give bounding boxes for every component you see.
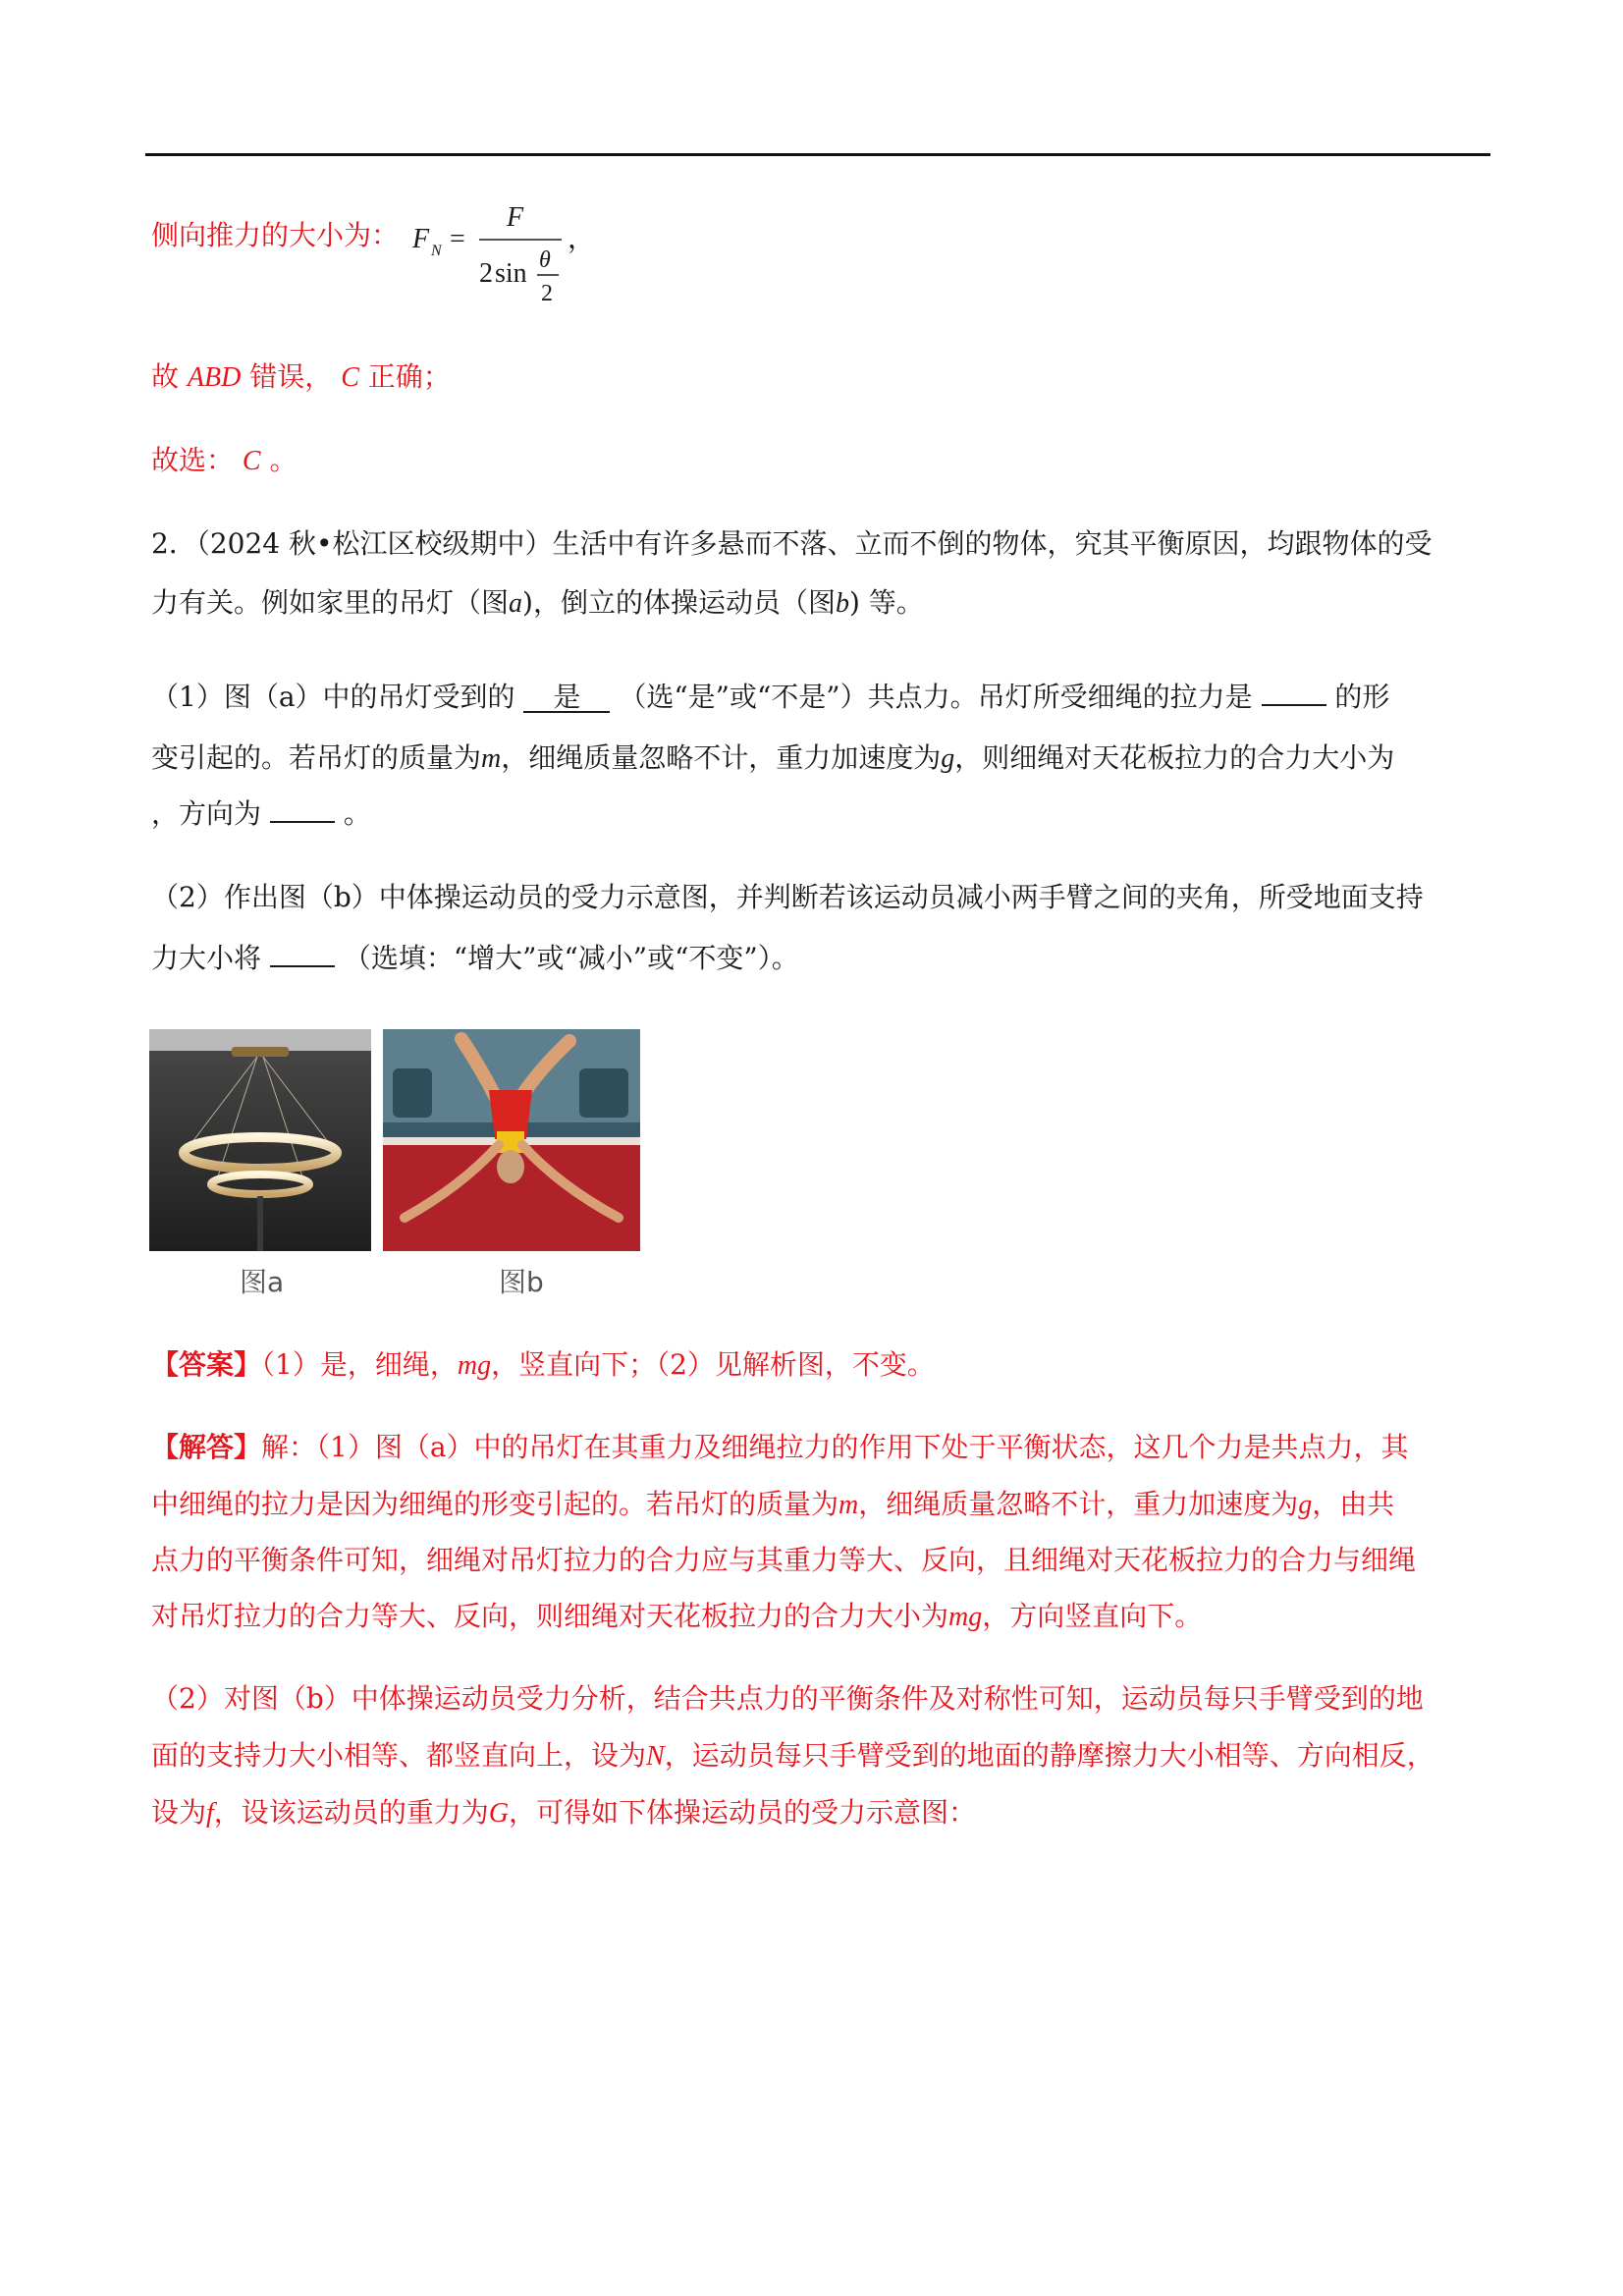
answer-blank-1: 是 [523,683,610,713]
figure-a-caption: 图a [240,1266,285,1298]
lateral-force-label: 侧向推力的大小为： [151,219,400,251]
formula-inner-denom: 2 [541,281,553,306]
analysis-p2-line1: （2）对图（b）中体操运动员受力分析，结合共点力的平衡条件及对称性可知，运动员每只手臂受到的地 [151,1682,1424,1715]
subquestion2-line1: （2）作出图（b）中体操运动员的受力示意图，并判断若该运动员减小两手臂之间的夹角，所受地面支持 [151,881,1424,913]
figure-a-chandelier [149,1029,371,1251]
answer-blank-3 [270,821,335,823]
formula-theta: θ [539,247,551,273]
formula-lhs-sub: N [431,243,442,259]
analysis-line1: 【解答】解：（1）图（a）中的吊灯在其重力及细绳拉力的作用下处于平衡状态，这几个力是共点力，其 [151,1431,1409,1463]
answer-tag: 【答案】 [151,1348,262,1381]
subquestion1-line3: ，方向为 。 [151,797,371,830]
formula-lhs: F [412,224,430,254]
analysis-p2-line3: 设为f，设该运动员的重力为G，可得如下体操运动员的受力示意图： [151,1796,977,1829]
header-rule [145,153,1490,156]
lateral-force-formula [412,196,596,314]
subquestion1-line1: （1）图（a）中的吊灯受到的 是 （选“是”或“不是”）共点力。吊灯所受细绳的拉力是 的形 [151,681,1390,713]
question-stem-line2: 力有关。例如家里的吊灯（图a)，倒立的体操运动员（图b) 等。 [151,586,924,619]
formula-coef: 2 [479,258,493,289]
answer-line: 【答案】（1）是，细绳，mg，竖直向下；（2）见解析图，不变。 [151,1348,935,1381]
answer-blank-2 [1262,704,1326,706]
analysis-line3: 点力的平衡条件可知，细绳对吊灯拉力的合力应与其重力等大、反向，且细绳对天花板拉力的合力与细绳 [151,1544,1417,1576]
question-stem-line1: 2．（2024 秋•松江区校级期中）生活中有许多悬而不落、立而不倒的物体，究其平衡原因，均跟物体的受 [151,527,1433,560]
subquestion2-line2: 力大小将 （选填：“增大”或“减小”或“不变”）。 [151,942,799,974]
analysis-line2: 中细绳的拉力是因为细绳的形变引起的。若吊灯的质量为m，细绳质量忽略不计，重力加速度为g，由共 [151,1488,1395,1520]
subquestion1-line2: 变引起的。若吊灯的质量为m，细绳质量忽略不计，重力加速度为g，则细绳对天花板拉力的合力大小为 [151,741,1395,774]
question-number: 2． [151,527,196,560]
formula-trail: ， [568,224,596,254]
formula-sin: sin [495,258,527,289]
analysis-p2-line2: 面的支持力大小相等、都竖直向上，设为N，运动员每只手臂受到的地面的静摩擦力大小相等、方向相反， [151,1739,1434,1772]
figure-b-caption: 图b [499,1266,544,1298]
conclusion-line: 故 ABD 错误， C 正确； [151,360,451,393]
formula-equals: = [450,224,465,254]
analysis-tag: 【解答】 [151,1431,262,1463]
figure-b-gymnast [383,1029,640,1251]
analysis-line4: 对吊灯拉力的合力等大、反向，则细绳对天花板拉力的合力大小为mg，方向竖直向下。 [151,1600,1203,1632]
formula-numerator: F [507,202,524,233]
answer-blank-4 [270,965,335,967]
choice-line: 故选： C 。 [151,444,298,476]
